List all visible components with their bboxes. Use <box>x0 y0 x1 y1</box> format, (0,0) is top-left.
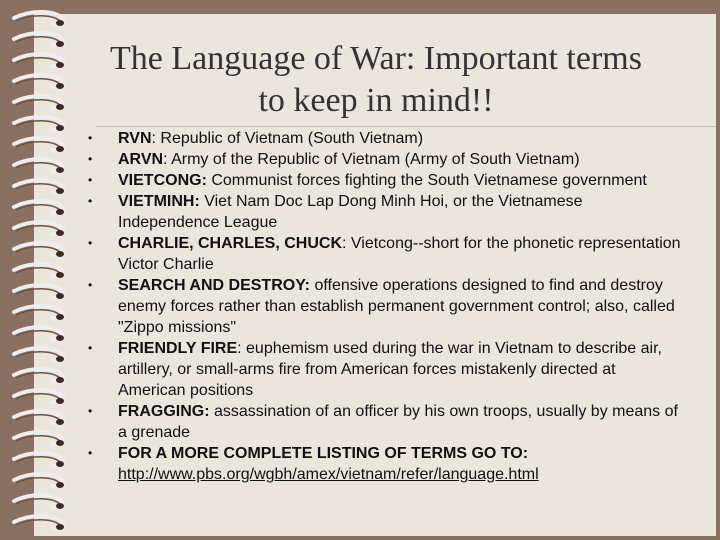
binding-hole <box>56 20 64 26</box>
footer-label: FOR A MORE COMPLETE LISTING OF TERMS GO TO: <box>118 445 529 462</box>
binding-hole <box>56 146 64 152</box>
terms-list <box>88 128 684 485</box>
binding-hole <box>56 482 64 488</box>
bullet-icon: • <box>88 152 93 166</box>
term-definition: euphemism used during the war in Vietnam to describe air, artillery, or small-arms fire from American forces mistakenly directed at American positions <box>118 340 662 399</box>
binding-hole <box>56 377 64 383</box>
title-divider <box>96 126 716 127</box>
slide-title: The Language of War: Important terms to keep in mind!! <box>110 40 642 119</box>
bullet-icon: • <box>88 194 93 208</box>
bullet-icon: • <box>88 173 93 187</box>
binding-hole <box>56 503 64 509</box>
list-item <box>88 128 684 149</box>
binding-hole <box>56 356 64 362</box>
term-separator: : <box>237 340 247 357</box>
binding-hole <box>56 251 64 257</box>
spiral-binding <box>0 0 80 540</box>
term-label: CHARLIE, CHARLES, CHUCK <box>118 235 342 252</box>
binding-hole <box>56 335 64 341</box>
term-label: ARVN <box>118 151 164 168</box>
bullet-icon: • <box>88 278 93 292</box>
term-label: RVN <box>118 130 152 147</box>
binding-hole <box>56 41 64 47</box>
binding-hole <box>56 104 64 110</box>
binding-hole <box>56 272 64 278</box>
list-item <box>88 338 684 401</box>
term-definition: Viet Nam Doc Lap Dong Minh Hoi, or the Vietnamese Independence League <box>118 193 583 231</box>
binding-hole <box>56 167 64 173</box>
binding-hole <box>56 314 64 320</box>
list-item <box>88 149 684 170</box>
list-item <box>88 170 684 191</box>
bullet-icon: • <box>88 341 93 355</box>
term-label: VIETMINH: <box>118 193 200 210</box>
term-separator: : <box>163 151 172 168</box>
term-definition: Army of the Republic of Vietnam (Army of South Vietnam) <box>171 151 580 168</box>
binding-hole <box>56 461 64 467</box>
bullet-icon: • <box>88 404 93 418</box>
binding-hole <box>56 83 64 89</box>
bullet-icon: • <box>88 236 93 250</box>
binding-hole <box>56 62 64 68</box>
term-definition: Republic of Vietnam (South Vietnam) <box>160 130 424 147</box>
binding-hole <box>56 524 64 530</box>
pbs-language-link[interactable]: http://www.pbs.org/wgbh/amex/vietnam/refer/language.html <box>118 466 539 483</box>
term-definition: Vietcong--short for the phonetic representation Victor Charlie <box>118 235 681 273</box>
bullet-icon: • <box>88 131 93 145</box>
binding-hole <box>56 230 64 236</box>
term-definition: offensive operations designed to find and destroy enemy forces rather than establish permanent government control; also, called "Zippo missions" <box>118 277 675 336</box>
term-separator: : <box>342 235 351 252</box>
list-item <box>88 401 684 443</box>
binding-hole <box>56 188 64 194</box>
bullet-icon: • <box>88 446 93 460</box>
list-item <box>88 191 684 233</box>
term-label: SEARCH AND DESTROY: <box>118 277 311 294</box>
term-separator: : <box>151 130 161 147</box>
binding-hole <box>56 419 64 425</box>
term-definition: Communist forces fighting the South Vietnamese government <box>211 172 647 189</box>
binding-hole <box>56 125 64 131</box>
term-label: FRIENDLY FIRE <box>118 340 238 357</box>
list-item <box>88 443 684 485</box>
binding-hole <box>56 293 64 299</box>
list-item <box>88 233 684 275</box>
term-label: VIETCONG: <box>118 172 207 189</box>
term-definition: assassination of an officer by his own troops, usually by means of a grenade <box>118 403 678 441</box>
term-label: FRAGGING: <box>118 403 210 420</box>
binding-hole <box>56 440 64 446</box>
binding-hole <box>56 209 64 215</box>
binding-hole <box>56 398 64 404</box>
list-item <box>88 275 684 338</box>
